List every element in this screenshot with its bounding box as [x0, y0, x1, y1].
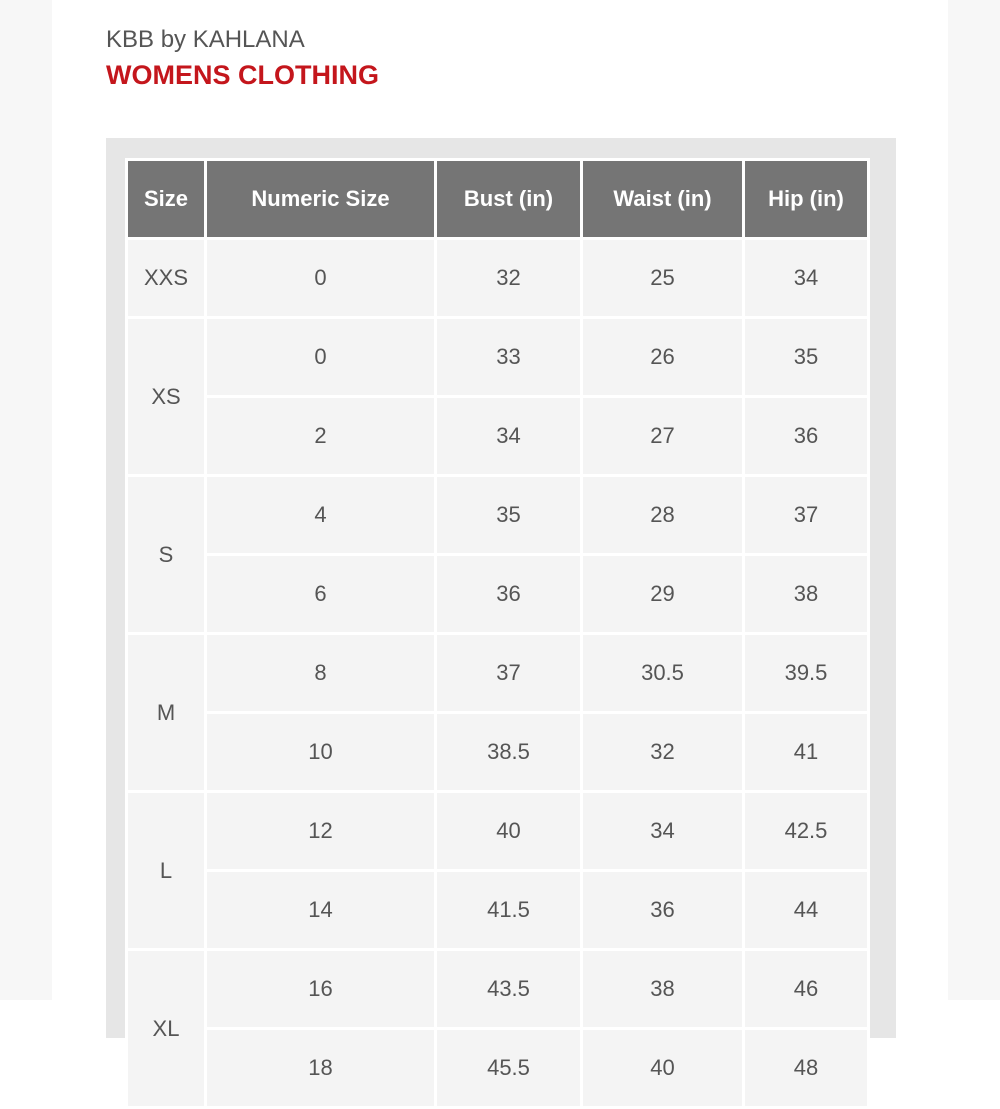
waist-cell: 30.5 [583, 635, 742, 711]
numeric-cell: 0 [207, 240, 434, 316]
table-row [128, 319, 867, 395]
table-header-row [128, 161, 867, 237]
hip-cell: 39.5 [745, 635, 867, 711]
hip-cell: 41 [745, 714, 867, 790]
numeric-cell: 12 [207, 793, 434, 869]
bust-cell: 34 [437, 398, 580, 474]
bust-cell: 38.5 [437, 714, 580, 790]
hip-cell: 42.5 [745, 793, 867, 869]
hip-cell: 44 [745, 872, 867, 948]
waist-cell: 36 [583, 872, 742, 948]
table-row [128, 793, 867, 869]
waist-cell: 28 [583, 477, 742, 553]
bust-cell: 35 [437, 477, 580, 553]
bust-cell: 40 [437, 793, 580, 869]
table-row [128, 1030, 867, 1106]
table-row [128, 398, 867, 474]
left-margin [0, 0, 52, 1000]
column-header-numeric-size: Numeric Size [207, 161, 434, 237]
bust-cell: 36 [437, 556, 580, 632]
hip-cell: 35 [745, 319, 867, 395]
size-label-cell: XL [128, 951, 204, 1106]
hip-cell: 34 [745, 240, 867, 316]
table-row [128, 635, 867, 711]
size-label-cell: M [128, 635, 204, 790]
waist-cell: 34 [583, 793, 742, 869]
hip-cell: 37 [745, 477, 867, 553]
column-header-waist: Waist (in) [583, 161, 742, 237]
column-header-hip: Hip (in) [745, 161, 867, 237]
waist-cell: 25 [583, 240, 742, 316]
hip-cell: 48 [745, 1030, 867, 1106]
table-row [128, 872, 867, 948]
numeric-cell: 6 [207, 556, 434, 632]
numeric-cell: 4 [207, 477, 434, 553]
bust-cell: 45.5 [437, 1030, 580, 1106]
brand-name: KBB by KAHLANA [106, 26, 305, 53]
column-header-size: Size [128, 161, 204, 237]
numeric-cell: 8 [207, 635, 434, 711]
bust-cell: 41.5 [437, 872, 580, 948]
hip-cell: 36 [745, 398, 867, 474]
numeric-cell: 16 [207, 951, 434, 1027]
table-body [128, 240, 867, 1106]
numeric-cell: 18 [207, 1030, 434, 1106]
bust-cell: 43.5 [437, 951, 580, 1027]
bust-cell: 32 [437, 240, 580, 316]
waist-cell: 26 [583, 319, 742, 395]
size-label-cell: S [128, 477, 204, 632]
waist-cell: 40 [583, 1030, 742, 1106]
column-header-bust: Bust (in) [437, 161, 580, 237]
waist-cell: 32 [583, 714, 742, 790]
waist-cell: 27 [583, 398, 742, 474]
bust-cell: 37 [437, 635, 580, 711]
bust-cell: 33 [437, 319, 580, 395]
size-label-cell: XXS [128, 240, 204, 316]
waist-cell: 38 [583, 951, 742, 1027]
hip-cell: 46 [745, 951, 867, 1027]
table-row [128, 714, 867, 790]
waist-cell: 29 [583, 556, 742, 632]
right-margin [948, 0, 1000, 1000]
table-row [128, 951, 867, 1027]
numeric-cell: 0 [207, 319, 434, 395]
hip-cell: 38 [745, 556, 867, 632]
table-row [128, 556, 867, 632]
size-chart-table [125, 158, 870, 1109]
table-row [128, 477, 867, 553]
size-label-cell: XS [128, 319, 204, 474]
numeric-cell: 10 [207, 714, 434, 790]
size-label-cell: L [128, 793, 204, 948]
numeric-cell: 14 [207, 872, 434, 948]
page-title: WOMENS CLOTHING [106, 60, 379, 90]
table-row [128, 240, 867, 316]
numeric-cell: 2 [207, 398, 434, 474]
